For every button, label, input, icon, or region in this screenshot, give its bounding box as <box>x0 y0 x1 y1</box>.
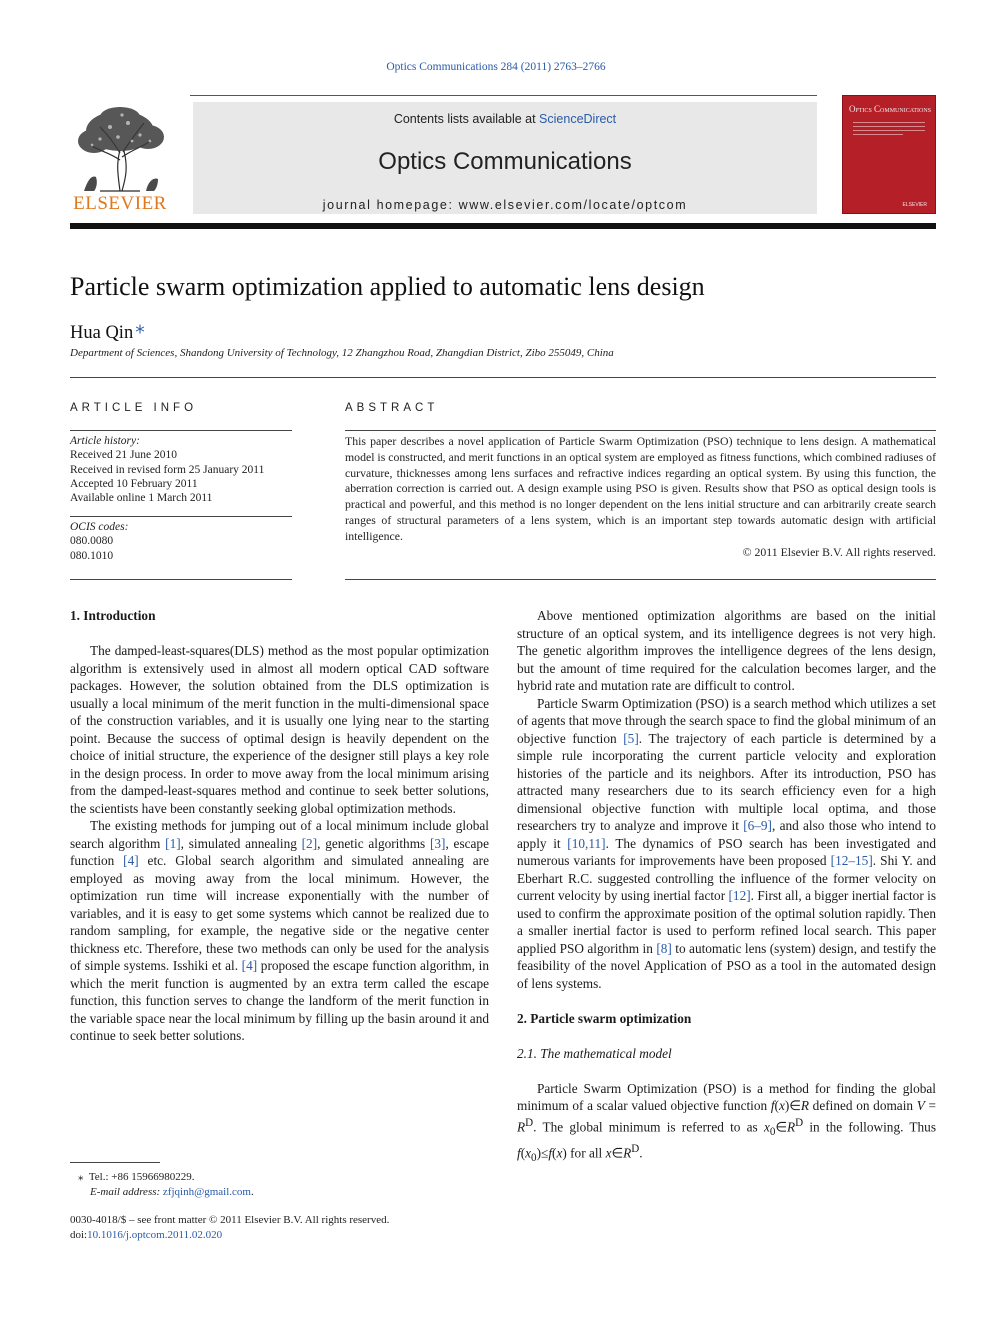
reference-link[interactable]: [4] <box>241 958 258 973</box>
header-divider <box>70 223 936 229</box>
article-title: Particle swarm optimization applied to automatic lens design <box>70 272 705 301</box>
ocis-rule <box>70 516 292 517</box>
reference-link[interactable]: [8] <box>656 940 672 956</box>
corresponding-author-mark[interactable]: ⁎ <box>135 317 145 338</box>
elsevier-logo[interactable] <box>70 105 170 215</box>
abstract-bottom-rule <box>345 579 936 580</box>
history-received: Received 21 June 2010 <box>70 449 177 462</box>
journal-banner <box>193 102 817 214</box>
article-info-rule <box>70 430 292 431</box>
cover-title: Optics Communications <box>848 104 932 114</box>
reference-link[interactable]: [3] <box>429 835 446 851</box>
affiliation-divider <box>70 377 936 378</box>
section-heading: 1. Introduction <box>70 608 156 623</box>
doi-label: doi: <box>70 1229 88 1241</box>
journal-title[interactable]: Optics Communications <box>378 148 632 175</box>
article-info-heading: ARTICLE INFO <box>70 402 198 414</box>
cover-publisher-mark: ELSEVIER <box>902 202 927 208</box>
email-link[interactable]: zfjqinh@gmail.com <box>162 1186 251 1198</box>
abstract-text: This paper describes a novel application of Particle Swarm Optimization (PSO) technique to lens design. A mathematical model is constructed, and merit functions in an optical system are employed as fitness functions, which combined radiuses of curvature, thicknesses among lens surfaces and refractive indices regarding an optical system. By using this function, the aberration correction is carried out. A design example using PSO is given. Results show that PSO as optical design tools is practical and powerful, and this method is no longer dependent on the lens initial structure and can arbitrarily create search ranges of structural parameters of a lens system, which is an important step towards automatic design with artificial intelligence. <box>345 434 937 543</box>
cover-decoration <box>853 122 925 138</box>
reference-link[interactable]: [12] <box>728 888 751 903</box>
ocis-codes <box>70 520 292 563</box>
right-column <box>517 607 936 1168</box>
author-name[interactable]: Hua Qin <box>70 323 134 343</box>
ocis-label: OCIS codes: <box>70 521 129 533</box>
section-heading: 2. Particle swarm optimization <box>517 1010 692 1026</box>
abstract-rule <box>345 430 936 431</box>
ocis-code: 080.1010 <box>70 549 114 562</box>
front-matter <box>70 1213 389 1243</box>
article-history <box>70 434 292 505</box>
footnote-tel: Tel.: +86 15966980229. <box>88 1171 195 1183</box>
journal-header <box>70 95 936 217</box>
email-label: E-mail address: <box>90 1186 161 1198</box>
history-online: Available online 1 March 2011 <box>70 492 213 505</box>
history-label: Article history: <box>70 435 140 447</box>
elsevier-wordmark: ELSEVIER <box>73 193 167 214</box>
sciencedirect-link[interactable]: ScienceDirect <box>539 112 617 126</box>
journal-cover-thumbnail[interactable] <box>842 95 936 214</box>
paragraph: The existing methods for jumping out of a local minimum include global search algorithm [1], simulated annealing [2], genetic algorithms [3], escape function [4] etc. Global search algorithm and simulated annealing are employed as moving away from the local minimum. However, the optimization run time will increase exponentially with the number of variables, and it is easy to get some systems which cannot be realized due to random sampling, for example, the negative side or the negative center thickness etc. Therefore, these two methods can only be used for the analysis of simple systems. Isshiki et al. [4] proposed the escape function algorithm, in which the merit function is augmented by an extra term called the escape function, this function serves to change the landform of the merit function in the variable space near the local minimum by filling up the basin around it and continue to seek better solutions. <box>70 818 489 1043</box>
reference-link[interactable]: [1] <box>165 835 181 851</box>
reference-link[interactable]: [12–15] <box>830 853 873 868</box>
paragraph: The damped-least-squares(DLS) method as the most popular optimization algorithm is extensively used in almost all modern optical CAD software packages. However, the solution obtained from the DLS optimization is usually a local minimum of the merit function in the multi-dimensional space of the construction variables, and it is usually one lying near to the starting point. Because the success of optimal design is heavily dependent on the choice of initial structure, the experience of the designer still plays a key role in the design process. In order to move away from the local minimum arising from the damped-least-squares method and continue to seek better solutions, the scientists have been constantly seeking global optimization methods. <box>70 643 489 816</box>
reference-link[interactable]: [4] <box>123 853 139 868</box>
abstract-copyright: © 2011 Elsevier B.V. All rights reserved. <box>742 544 936 559</box>
footnote-mark: ⁎ <box>78 1171 84 1183</box>
subsection-heading: 2.1. The mathematical model <box>517 1045 672 1061</box>
history-accepted: Accepted 10 February 2011 <box>70 477 198 490</box>
journal-homepage[interactable]: journal homepage: www.elsevier.com/locate/optcom <box>322 198 688 212</box>
reference-link[interactable]: [2] <box>301 835 318 851</box>
left-column <box>70 607 489 1045</box>
ocis-code: 080.0080 <box>70 535 114 548</box>
history-revised: Received in revised form 25 January 2011 <box>70 463 265 476</box>
article-info-bottom-rule <box>70 579 292 580</box>
author-affiliation: Department of Sciences, Shandong University of Technology, 12 Zhangzhou Road, Zhangdian District, Zibo 255049, China <box>70 347 614 359</box>
author-line <box>70 316 145 344</box>
footnote-rule <box>70 1162 160 1163</box>
issn-line: 0030-4018/$ – see front matter © 2011 Elsevier B.V. All rights reserved. <box>70 1214 390 1226</box>
journal-citation[interactable]: Optics Communications 284 (2011) 2763–2766 <box>386 61 606 73</box>
reference-link[interactable]: [10,11] <box>567 835 606 851</box>
contents-line <box>193 112 817 126</box>
abstract-heading: ABSTRACT <box>345 402 439 414</box>
paragraph: Above mentioned optimization algorithms are based on the initial structure of an optical system, and its intelligence degrees is not very high. The genetic algorithm improves the intelligence degrees of the lens design, but the amount of time required for the calculation becomes larger, and the hybrid rate and mutation rate are difficult to control. <box>517 608 936 693</box>
header-top-rule <box>190 95 817 96</box>
author-footnote: ⁎ Tel.: +86 15966980229. E-mail address: zfjqinh@gmail.com. <box>78 1171 254 1198</box>
paragraph: Particle Swarm Optimization (PSO) is a search method which utilizes a set of agents that move through the search space to find the global minimum of an objective function [5]. The trajectory of each particle is determined by a simple rule incorporating the current particle velocity and exploration histories of the particle and its neighbors. After its introduction, PSO has attracted many researchers due to its search efficiency even for a high dimensional objective function with multiple local optima, and those researchers try to analyze and improve it [6–9], and also those who intend to apply it [10,11]. The dynamics of PSO search has been investigated and numerous variants for improvements have been proposed [12–15]. Shi Y. and Eberhart R.C. suggested controlling the influence of the former velocity on current velocity by using inertial factor [12]. First all, a bigger inertial factor is used to confirm the approximate position of the optimal solution rapidly. Then a smaller inertial factor is used to perform refined local search. This paper applied PSO algorithm in [8] to automatic lens (system) design, and testify the feasibility of the novel Application of PSO as a tool in the automated design of lens systems. <box>517 695 937 991</box>
abstract-body <box>345 434 936 560</box>
paragraph: Particle Swarm Optimization (PSO) is a method for finding the global minimum of a scalar valued objective function f(x)∈R defined on domain $V = R^D$. The global minimum is referred to as $x_0\in R^D$ in the following. Thus $f(x_0)\le f(x)$ for all $x\in R^D$. <box>517 1080 937 1165</box>
reference-link[interactable]: [5] <box>623 730 639 746</box>
doi-link[interactable]: 10.1016/j.optcom.2011.02.020 <box>87 1229 223 1241</box>
contents-prefix: Contents lists available at <box>393 112 540 126</box>
reference-link[interactable]: [6–9] <box>743 818 772 833</box>
